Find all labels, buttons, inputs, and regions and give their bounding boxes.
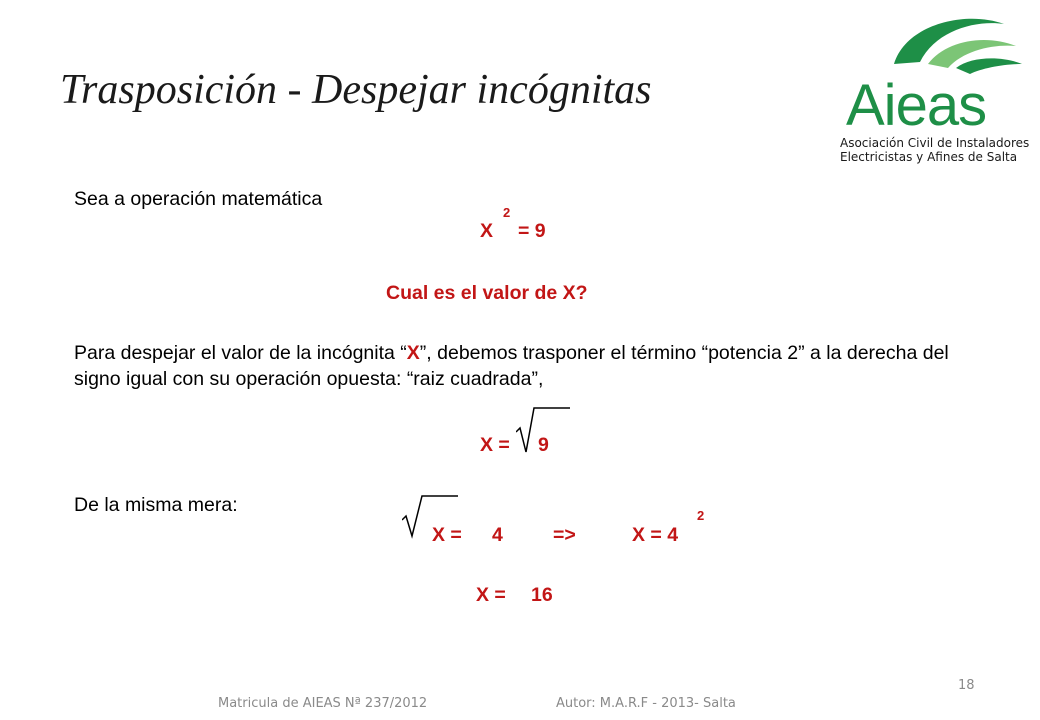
paragraph-part-2: ”, debemos trasponer el término “potencia 2” a la derecha del signo igual con su operación opuesta: “raiz cuadrada”,	[74, 342, 949, 390]
paragraph-variable: X	[406, 342, 420, 364]
eq3-radicand: 4	[492, 524, 503, 546]
eq4-lhs: X =	[476, 584, 506, 606]
eq1-exponent: 2	[503, 205, 511, 220]
eq2-radicand: 9	[538, 434, 549, 456]
eq3-arrow: =>	[553, 524, 576, 546]
logo-subtitle-line-1: Asociación Civil de Instaladores	[840, 136, 1030, 150]
eq3-exponent: 2	[697, 508, 705, 523]
slide-title: Trasposición - Despejar incógnitas	[60, 67, 652, 113]
eq3-lhs: X =	[432, 524, 462, 546]
eq4-result: 16	[531, 584, 553, 606]
footer-registration: Matricula de AIEAS Nª 237/2012	[218, 696, 428, 711]
eq3-rhs: X = 4	[632, 524, 679, 546]
same-way-text: De la misma mera:	[74, 494, 238, 516]
eq1-rhs: = 9	[518, 220, 546, 242]
explanation-paragraph	[74, 340, 954, 392]
question-text: Cual es el valor de X?	[386, 282, 588, 304]
eq2-lhs: X =	[480, 434, 510, 456]
logo-subtitle-line-2: Electricistas y Afines de Salta	[840, 150, 1018, 164]
intro-text: Sea a operación matemática	[74, 188, 323, 210]
footer-author: Autor: M.A.R.F - 2013- Salta	[556, 696, 736, 711]
eq1-base: X	[480, 220, 494, 242]
page-number: 18	[958, 678, 975, 693]
paragraph-part-1: Para despejar el valor de la incógnita “	[74, 342, 407, 364]
logo-subtitle	[840, 136, 1029, 164]
logo-wordmark: Aieas	[846, 73, 987, 138]
